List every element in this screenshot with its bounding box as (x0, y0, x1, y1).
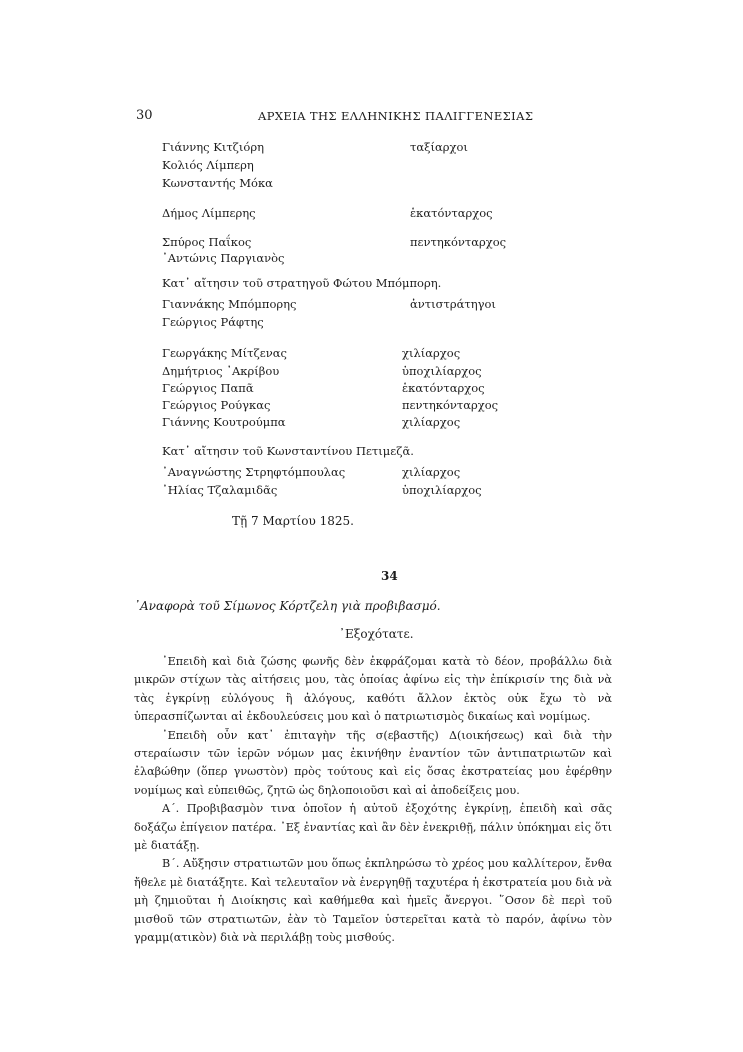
section-heading: Κατ᾿ αἴτησιν τοῦ Κωνσταντίνου Πετιμεζᾶ. (162, 444, 414, 458)
document-number: 34 (381, 569, 398, 583)
paragraph: Β΄. Αὔξησιν στρατιωτῶν μου ὅπως ἐκπληρώσω τὸ χρέος μου καλλίτερον, ἔνθα ἤθελε μὲ διατάξητε. Καὶ τελευταῖον νὰ ἐνεργηθῇ ταχυτέρα ἡ ἐκστρατεία μου διὰ νὰ μὴ ζημιοῦται ἡ Διοίκησις καὶ καθήμεθα καὶ ἡμεῖς ἄνεργοι. ῞Οσον δὲ περὶ τοῦ μισθοῦ τῶν στρατιωτῶν, ἐὰν τὸ Ταμεῖον ὑστερεῖται κατὰ τὸ παρόν, ἀφίνω τὸν γραμμ(ατικὸν) διὰ νὰ περιλάβῃ τοὺς μισθούς. (134, 857, 612, 945)
list-rank: ὑποχιλίαρχος (402, 364, 482, 378)
list-name: Γεώργιος Ράφτης (162, 315, 264, 329)
paragraph: Α΄. Προβιβασμὸν τινα ὁποῖον ἡ αὐτοῦ ἐξοχότης ἐγκρίνῃ, ἐπειδὴ καὶ σᾶς δοξάζω ἐπίγειον πατέρα. ᾿Εξ ἐναντίας καὶ ἂν δὲν ἐνεκριθῇ, πάλιν ὑπόκημαι εἰς ὅτι μὲ διατάξῃ. (134, 802, 612, 853)
list-rank: ἑκατόνταρχος (402, 381, 485, 395)
list-name: Δήμος Λίμπερης (162, 206, 256, 220)
list-name: Γεώργιος Παπᾶ (162, 381, 254, 395)
list-name: Σπύρος Παΐκος (162, 235, 252, 249)
list-rank: ταξίαρχοι (410, 140, 468, 154)
list-name: Γιάννης Κιτζιόρη (162, 140, 265, 154)
list-rank: πεντηκόνταρχος (410, 235, 507, 249)
list-rank: πεντηκόνταρχος (402, 398, 499, 412)
list-name: Γεώργιος Ρούγκας (162, 398, 271, 412)
list-name: Γιαννάκης Μπόμπορης (162, 297, 297, 311)
running-title: ΑΡΧΕΙΑ ΤΗΣ ΕΛΛΗΝΙΚΗΣ ΠΑΛΙΓΓΕΝΕΣΙΑΣ (258, 109, 534, 123)
list-name: Γιάννης Κουτρούμπα (162, 415, 286, 429)
date-line: Τῇ 7 Μαρτίου 1825. (232, 514, 354, 528)
list-rank: χιλίαρχος (402, 465, 461, 479)
list-name: ᾿Αντώνις Παργιανὸς (162, 251, 285, 265)
list-name: Γεωργάκης Μίτζενας (162, 346, 287, 360)
list-name: Κωνσταντής Μόκα (162, 176, 273, 190)
list-name: Κολιός Λίμπερη (162, 158, 254, 172)
list-name: ᾿Αναγνώστης Στρηφτόμπουλας (162, 465, 346, 479)
salutation: ᾿Εξοχότατε. (339, 627, 414, 641)
list-name: ᾿Ηλίας Τζαλαμιδᾶς (162, 483, 278, 497)
section-heading: Κατ᾿ αἴτησιν τοῦ στρατηγοῦ Φώτου Μπόμπορη. (162, 276, 442, 290)
list-rank: ἑκατόνταρχος (410, 206, 493, 220)
paragraph: ᾿Επειδὴ καὶ διὰ ζώσης φωνῆς δὲν ἐκφράζομαι κατὰ τὸ δέον, προβάλλω διὰ μικρῶν στίχων τὰς αἰτήσεις μου, τὰς ὁποίας ἀφίνω εἰς τὴν ἐπίκρισίν της διὰ νὰ τὰς ἐγκρίνῃ εὐλόγους ἢ ἀλόγους, καθότι ἄλλον ἐκτὸς οὐκ ἔχω τὸ νὰ ὑπερασπίζωνται αἱ ἐκδουλεύσεις μου καὶ ὁ πατριωτισμὸς δικαίως καὶ νομίμως. (134, 655, 612, 724)
paragraph: ᾿Επειδὴ οὖν κατ᾿ ἐπιταγὴν τῆς σ(εβαστῆς) Δ(ιοικήσεως) καὶ διὰ τὴν στεραίωσιν τῶν ἱερῶν νόμων μας ἐκινήθην ἐναντίον τῶν ἀντιπατριωτῶν καὶ ἐλαβώθην (ὅπερ γνωστὸν) πρὸς τούτους καὶ εἰς ὅσας ἐκστρατείας μου ἐφέρθην νομίμως καὶ εὐπειθῶς, ζητῶ ὡς δηλοποιοῦσι καὶ αἱ ἀποδείξεις μου. (134, 728, 612, 797)
document-body (134, 653, 612, 948)
list-rank: χιλίαρχος (402, 415, 461, 429)
list-rank: ἀντιστράτηγοι (410, 297, 496, 311)
list-name: Δημήτριος ᾿Ακρίβου (162, 364, 280, 378)
document-title: ᾿Αναφορὰ τοῦ Σίμωνος Κόρτζελη γιὰ προβιβασμό. (134, 599, 441, 613)
page-number: 30 (136, 108, 153, 123)
list-rank: χιλίαρχος (402, 346, 461, 360)
list-rank: ὑποχιλίαρχος (402, 483, 482, 497)
